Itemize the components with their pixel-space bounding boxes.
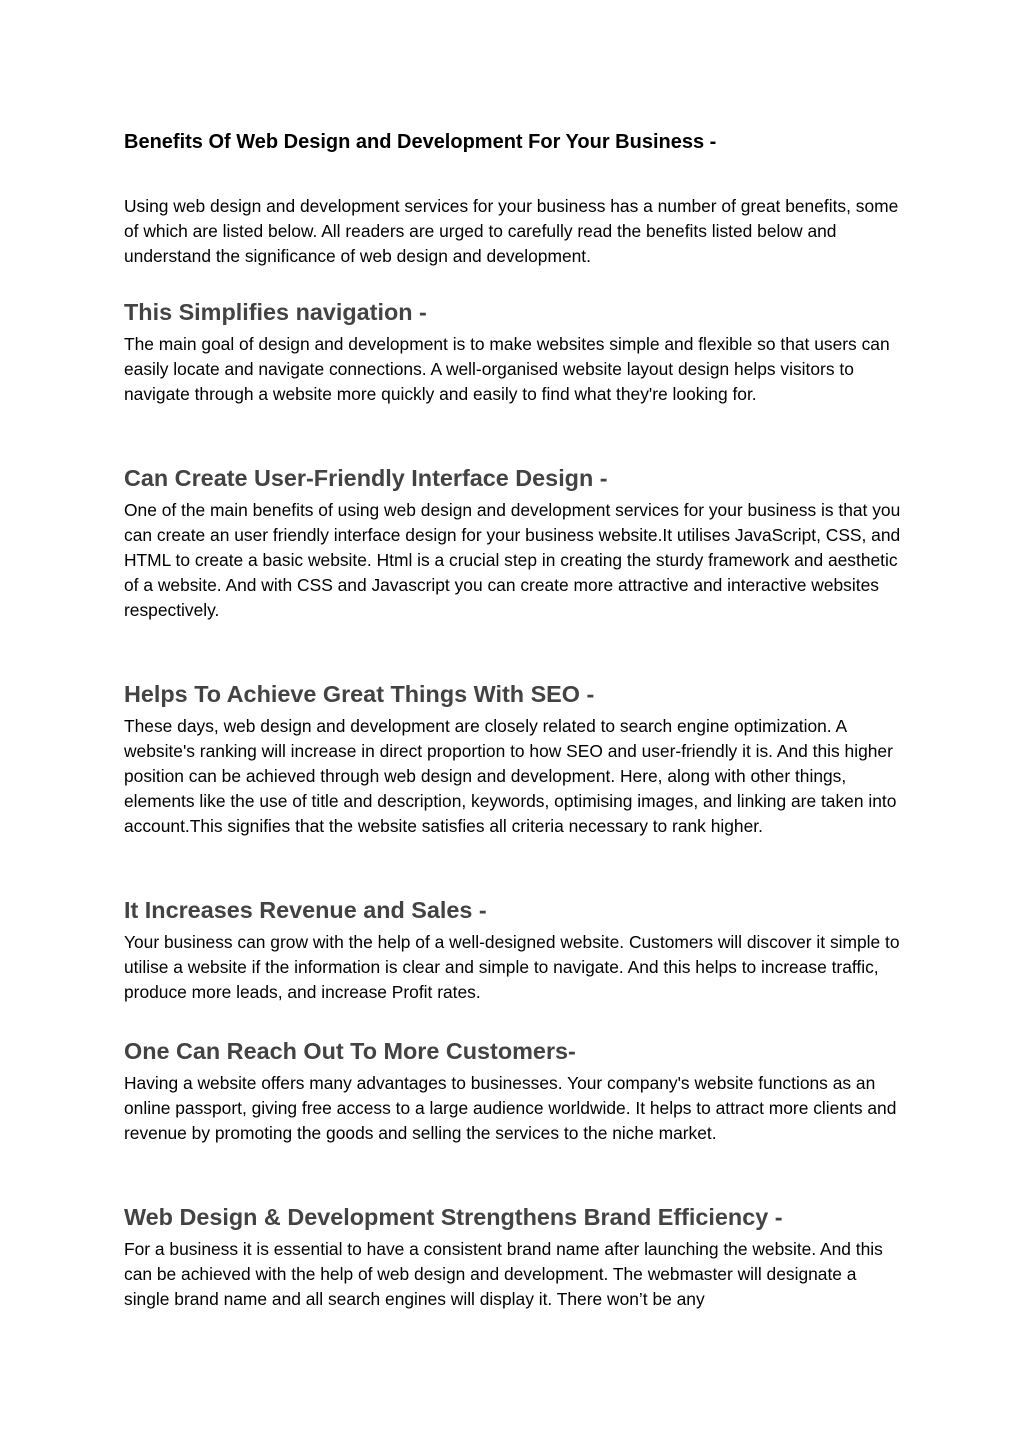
section-body: The main goal of design and development is to make websites simple and flexible so that users can easily locate and navigate connections. A well-organised website layout design helps visitors to navigate through a website more quickly and easily to find what they're looking for. [124,334,890,404]
section-user-friendly-interface [124,463,904,623]
intro-paragraph: Using web design and development services for your business has a number of great benefits, some of which are listed below. All readers are urged to carefully read the benefits listed below and understand the significance of web design and development. [124,196,899,266]
section-heading: Web Design & Development Strengthens Brand Efficiency - [124,1204,783,1230]
document-title: Benefits Of Web Design and Development For Your Business - [124,131,717,153]
section-heading: It Increases Revenue and Sales - [124,897,487,923]
section-body: These days, web design and development are closely related to search engine optimization. A website's ranking will increase in direct proportion to how SEO and user-friendly it is. And this higher position can be achieved through web design and development. Here, along with other things, elements like the use of title and description, keywords, optimising images, and linking are taken into account.This signifies that the website satisfies all criteria necessary to rank higher. [124,716,897,836]
section-heading: One Can Reach Out To More Customers- [124,1038,576,1064]
section-body: Having a website offers many advantages to businesses. Your company's website functions as an online passport, giving free access to a large audience worldwide. It helps to attract more clients and revenue by promoting the goods and selling the services to the niche market. [124,1073,897,1143]
section-revenue-and-sales [124,895,904,1005]
section-simplifies-navigation [124,297,904,407]
section-body: Your business can grow with the help of a well-designed website. Customers will discover it simple to utilise a website if the information is clear and simple to navigate. And this helps to increase traffic, produce more leads, and increase Profit rates. [124,932,900,1002]
section-body: For a business it is essential to have a consistent brand name after launching the website. And this can be achieved with the help of web design and development. The webmaster will designate a single brand name and all search engines will display it. There won’t be any [124,1239,883,1309]
section-more-customers [124,1036,904,1146]
section-body: One of the main benefits of using web design and development services for your business is that you can create an user friendly interface design for your business website.It utilises JavaScript, CSS, and HTML to create a basic website. Html is a crucial step in creating the sturdy framework and aesthetic of a website. And with CSS and Javascript you can create more attractive and interactive websites respectively. [124,500,901,620]
section-heading: Helps To Achieve Great Things With SEO - [124,681,595,707]
section-seo [124,679,904,839]
section-heading: This Simplifies navigation - [124,299,427,325]
section-brand-efficiency [124,1202,904,1312]
section-heading: Can Create User-Friendly Interface Design - [124,465,608,491]
